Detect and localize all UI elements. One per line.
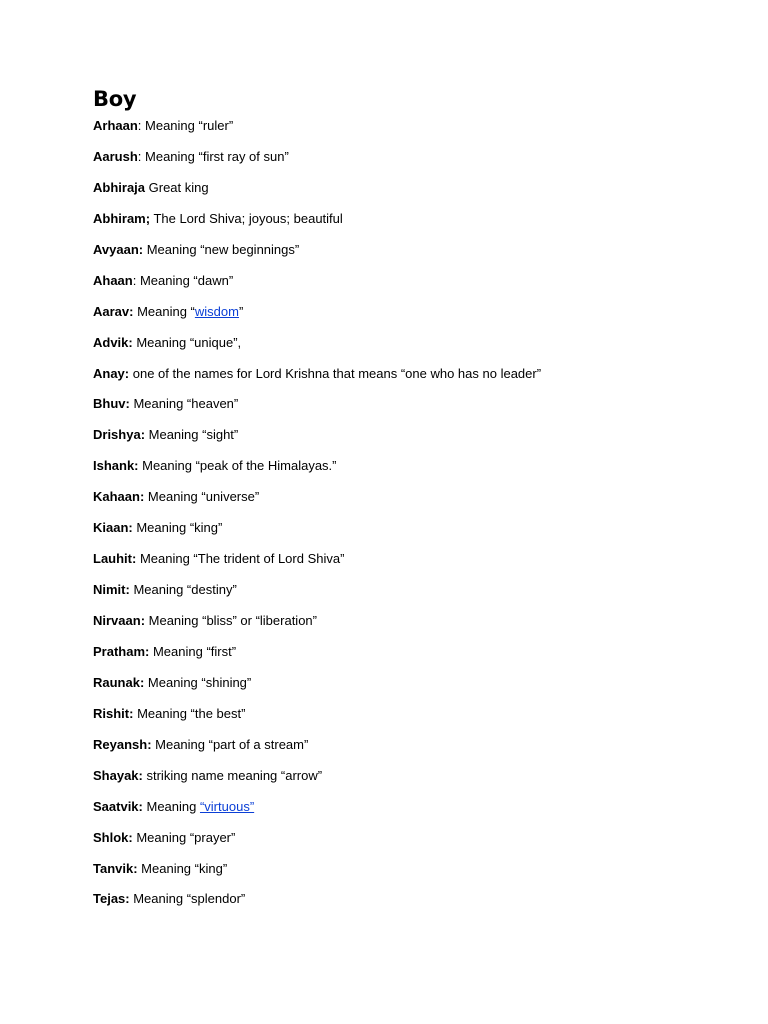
list-item [93, 489, 733, 520]
document-page [93, 84, 733, 922]
list-item [93, 211, 733, 242]
list-item [93, 891, 733, 922]
list-item [93, 304, 733, 335]
entry-meaning: : Meaning “ruler” [137, 118, 234, 133]
entry-name: Avyaan: [93, 241, 144, 257]
entry-meaning: : Meaning “first ray of sun” [137, 148, 289, 164]
entry-meaning: Meaning “universe” [144, 489, 260, 505]
entry-meaning: Meaning “splendor” [129, 891, 246, 907]
entry-meaning: Meaning “new beginnings” [143, 241, 300, 257]
entry-name: Aarush [93, 148, 138, 164]
list-item [93, 242, 733, 273]
entry-meaning: Meaning “prayer” [132, 829, 236, 845]
entry-meaning: Meaning “heaven” [129, 396, 239, 412]
entry-meaning: Meaning “king” [137, 860, 228, 876]
entry-meaning: striking name meaning “arrow” [142, 767, 323, 783]
entry-meaning: Meaning “The trident of Lord Shiva” [136, 551, 345, 567]
entry-name: Pratham: [93, 643, 150, 659]
list-item [93, 335, 733, 366]
list-item [93, 551, 733, 582]
entry-meaning: Meaning “sight” [145, 427, 239, 443]
entry-name: Shayak: [93, 767, 143, 783]
entry-meaning: The Lord Shiva; joyous; beautiful [150, 210, 343, 226]
entry-name: Shlok: [93, 829, 133, 845]
list-item [93, 582, 733, 613]
entry-meaning: Meaning “ [133, 303, 195, 319]
entry-name: Abhiraja [93, 179, 146, 195]
entry-meaning-tail: ” [238, 303, 244, 319]
entry-meaning: Meaning “peak of the Himalayas.” [138, 458, 337, 474]
list-item [93, 644, 733, 675]
list-item [93, 458, 733, 489]
entry-name: Tejas: [93, 891, 130, 907]
list-item [93, 366, 733, 397]
list-item [93, 768, 733, 799]
entry-name: Lauhit: [93, 551, 137, 567]
entry-meaning: Meaning “destiny” [129, 582, 237, 598]
entry-meaning: Meaning [142, 798, 200, 814]
entry-name: Nirvaan: [93, 613, 146, 628]
entry-name: Saatvik: [93, 798, 143, 814]
entry-name: Arhaan [93, 118, 138, 133]
entry-name: Kahaan: [93, 489, 145, 505]
meaning-link[interactable]: “virtuous” [199, 798, 255, 814]
entry-name: Ahaan [93, 272, 133, 288]
entry-meaning: Meaning “first” [149, 643, 237, 659]
list-item [93, 861, 733, 892]
list-item [93, 273, 733, 304]
entry-meaning: Meaning “part of a stream” [151, 736, 309, 752]
page-title: Boy [93, 87, 137, 111]
entry-meaning: Meaning “the best” [133, 705, 246, 721]
entry-name: Ishank: [93, 458, 139, 474]
meaning-link[interactable]: wisdom [194, 303, 239, 319]
list-item [93, 149, 733, 180]
entry-name: Abhiram; [93, 210, 151, 226]
entry-name: Reyansh: [93, 736, 152, 752]
entry-meaning: : Meaning “dawn” [132, 272, 234, 288]
list-item [93, 520, 733, 551]
list-item [93, 799, 733, 830]
entry-name: Raunak: [93, 674, 145, 690]
entry-meaning: Meaning “bliss” or “liberation” [145, 613, 317, 628]
entry-name: Tanvik: [93, 860, 138, 876]
list-item [93, 427, 733, 458]
entry-meaning: Great king [145, 179, 209, 195]
list-item [93, 180, 733, 211]
entry-name: Rishit: [93, 705, 134, 721]
list-item [93, 118, 733, 149]
list-item [93, 613, 733, 644]
list-item [93, 830, 733, 861]
entry-meaning: Meaning “king” [132, 520, 223, 536]
entry-name: Drishya: [93, 427, 146, 443]
list-item [93, 706, 733, 737]
list-item [93, 396, 733, 427]
entry-name: Anay: [93, 365, 130, 381]
entry-name: Kiaan: [93, 520, 133, 536]
entry-name: Nimit: [93, 582, 130, 598]
entry-name: Bhuv: [93, 396, 130, 412]
list-item [93, 675, 733, 706]
entry-meaning: Meaning “shining” [144, 674, 252, 690]
entry-name: Aarav: [93, 303, 134, 319]
entry-name: Advik: [93, 334, 133, 350]
entry-meaning: one of the names for Lord Krishna that means “one who has no leader” [129, 365, 542, 381]
list-item [93, 737, 733, 768]
name-list [93, 118, 733, 922]
entry-meaning: Meaning “unique”, [132, 334, 242, 350]
